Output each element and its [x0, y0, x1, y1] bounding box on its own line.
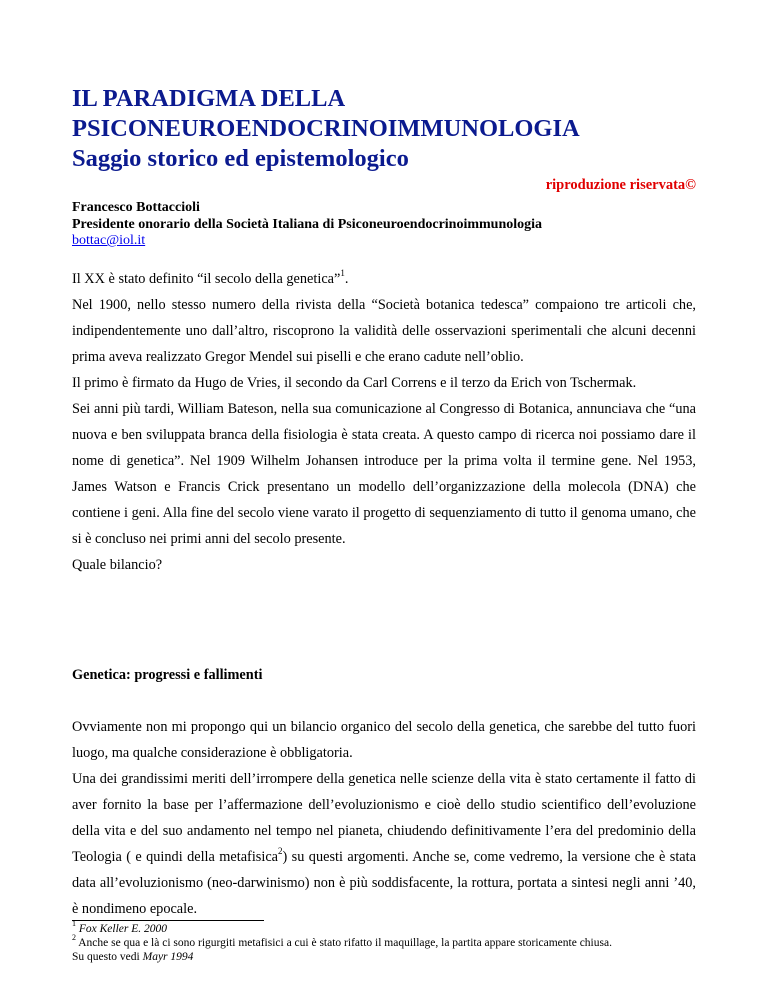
author-block [72, 199, 712, 233]
document-body [72, 266, 696, 922]
footnote-2-number: 2 [72, 933, 76, 943]
footnote-2-continued [72, 950, 712, 964]
footnotes [72, 919, 712, 964]
rights-notice: riproduzione riservata© [545, 177, 696, 193]
footnote-divider [72, 920, 264, 921]
section-paragraph-2 [72, 766, 696, 922]
intro-paragraph-3: Il primo è firmato da Hugo de Vries, il secondo da Carl Correns e il terzo da Erich von Tschermak. [72, 375, 637, 391]
section-text-2a: Una dei grandissimi meriti dell’irrompere della genetica nelle scienze della vita è stato certamente il fatto di aver fornito la base per l’affermazione dell’evoluzionismo e cioè dello studio scientifico dell’evoluzione della vita e del suo andamento nel tempo nel pianeta, chiudendo definitivamente l’era del predominio della Teologia ( e quindi della metafisica [72, 771, 696, 865]
footnote-2-text: Anche se qua e là ci sono rigurgiti metafisici a cui è stato rifatto il maquillage, la partita appare storicamente chiusa. [78, 937, 612, 949]
section-heading: Genetica: progressi e fallimenti [72, 667, 263, 683]
author-name: Francesco Bottaccioli [72, 200, 200, 215]
intro-text-1: Il XX è stato definito “il secolo della genetica” [72, 271, 341, 287]
title-line-2: PSICONEUROENDOCRINOIMMUNOLOGIA [72, 115, 580, 142]
footnote-ref-2[interactable]: 2 [278, 846, 283, 857]
intro-paragraph-5: Quale bilancio? [72, 557, 163, 573]
footnote-1-text: Fox Keller E. 2000 [78, 923, 168, 935]
intro-paragraph-1 [72, 266, 696, 292]
title-line-1: IL PARADIGMA DELLA [72, 85, 346, 112]
title-subtitle: Saggio storico ed epistemologico [72, 145, 409, 172]
document-title [72, 84, 712, 174]
author-role: Presidente onorario della Società Italiana di Psiconeuroendocrinoimmunologia [72, 217, 543, 232]
footnote-1-number: 1 [72, 919, 76, 929]
section-text-2b: ) su questi argomenti. Anche se, come vedremo, la versione che è stata data all’evoluzionismo (neo-darwinismo) non è più soddisfacente, la rottura, portata a sintesi negli anni ’40, è nondimeno epocale. [72, 849, 696, 917]
intro-text-1-end: . [344, 271, 349, 287]
intro-paragraph-4: Sei anni più tardi, William Bateson, nella sua comunicazione al Congresso di Botanica, annunciava che “una nuova e ben sviluppata branca della fisiologia è stata creata. A questo campo di ricerca noi possiamo dare il nome di genetica”. Nel 1909 Wilhelm Johansen introduce per la prima volta il termine gene. Nel 1953, James Watson e Francis Crick presentano un modello dell’organizzazione della molecola (DNA) che contiene i geni. Alla fine del secolo viene varato il progetto di sequenziamento di tutto il genoma umano, che si è concluso nei primi anni del secolo presente. [72, 401, 696, 547]
section-paragraph-1: Ovviamente non mi propongo qui un bilancio organico del secolo della genetica, che sarebbe del tutto fuori luogo, ma qualche considerazione è obbligatoria. [72, 719, 696, 761]
footnote-2 [72, 933, 712, 950]
author-email-link[interactable]: bottac@iol.it [72, 233, 146, 248]
footnote-2-text-cont: Su questo vedi [72, 951, 143, 963]
footnote-1 [72, 919, 712, 936]
footnote-ref-1[interactable]: 1 [340, 268, 345, 279]
footnote-2-citation: Mayr 1994 [142, 951, 194, 963]
intro-paragraph-2: Nel 1900, nello stesso numero della rivista della “Società botanica tedesca” compaiono tre articoli che, indipendentemente uno dall’altro, riscoprono la validità delle osservazioni sperimentali che alcuni decenni prima aveva realizzato Gregor Mendel sui piselli e che erano cadute nell’oblio. [72, 297, 696, 365]
